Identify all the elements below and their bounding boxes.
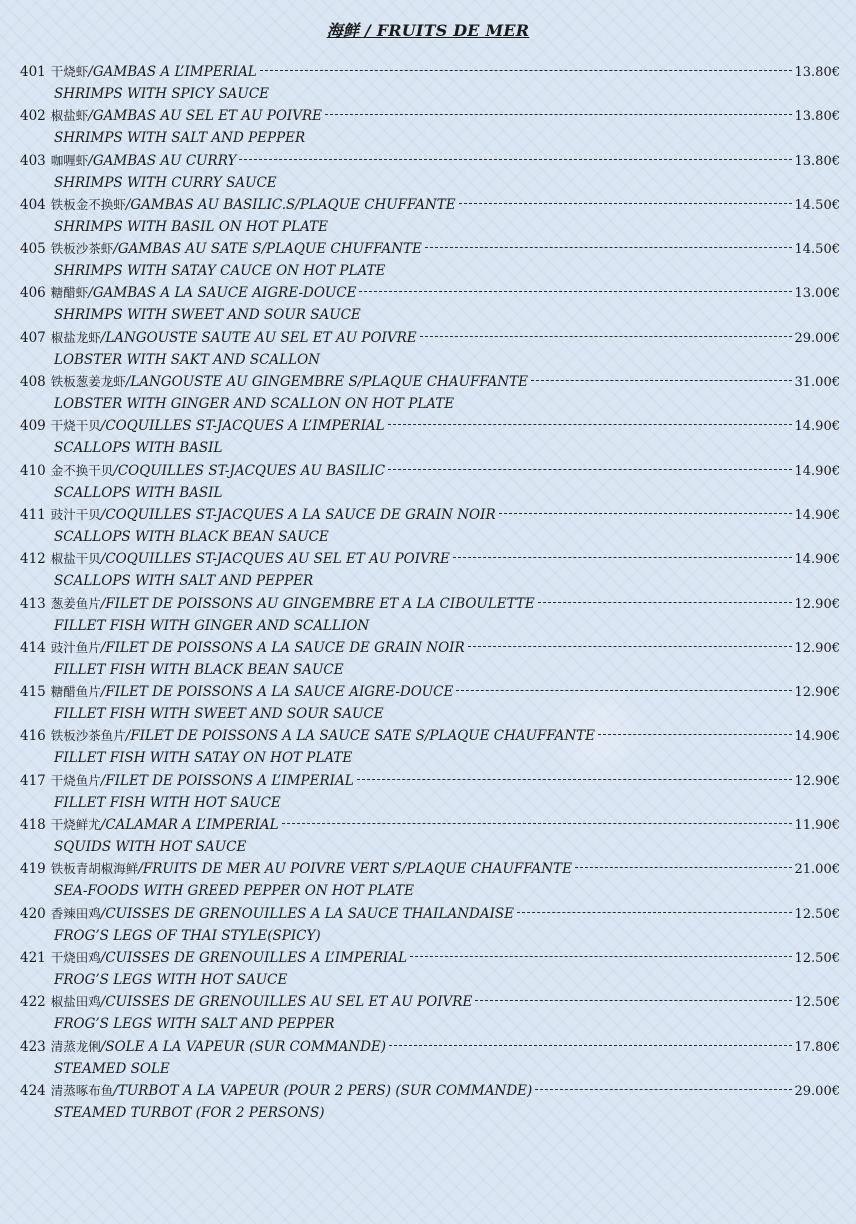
- item-price: 12.50€: [794, 950, 840, 966]
- item-number: 417: [20, 772, 46, 789]
- menu-item-line: [20, 593, 840, 615]
- item-number: 408: [20, 374, 46, 391]
- menu-item: [20, 371, 840, 415]
- page-title: 海鲜 / FRUITS DE MER: [326, 21, 530, 40]
- menu-item: [20, 1080, 840, 1124]
- item-english-name: LOBSTER WITH GINGER AND SCALLON ON HOT PLATE: [54, 396, 455, 413]
- menu-item-line: [20, 460, 840, 482]
- item-english-name: STEAMED TURBOT (FOR 2 PERSONS): [54, 1104, 325, 1121]
- item-price: 14.90€: [794, 463, 840, 479]
- dotted-leader: [453, 557, 792, 558]
- item-number: 402: [20, 108, 46, 125]
- item-french-name: /GAMBAS A L’IMPERIAL: [88, 64, 257, 80]
- item-number: 423: [20, 1038, 46, 1055]
- item-price: 12.50€: [794, 906, 840, 922]
- item-number: 405: [20, 241, 46, 258]
- dotted-leader: [389, 1045, 791, 1046]
- item-french-name: /CUISSES DE GRENOUILLES A LA SAUCE THAILANDAISE: [100, 905, 515, 922]
- item-english-name: SHRIMPS WITH SALT AND PEPPER: [54, 130, 306, 147]
- item-english-name: FROG’S LEGS OF THAI STYLE(SPICY): [54, 927, 321, 944]
- item-chinese-name: 豉汁干贝: [50, 506, 101, 522]
- dotted-leader: [538, 602, 792, 603]
- item-english-name: FILLET FISH WITH BLACK BEAN SAUCE: [54, 661, 344, 678]
- item-english-name: FILLET FISH WITH SWEET AND SOUR SAUCE: [54, 706, 384, 723]
- item-chinese-name: 干烧鲜尤: [50, 817, 101, 833]
- item-number: 410: [20, 462, 46, 479]
- item-chinese-name: 干烧干贝: [50, 418, 101, 434]
- item-price: 17.80€: [794, 1039, 840, 1055]
- menu-item-line: [20, 282, 840, 304]
- item-french-name: /CUISSES DE GRENOUILLES AU SEL ET AU POIVRE: [100, 994, 473, 1011]
- menu-item-line: [20, 903, 840, 925]
- menu-item-line: [20, 371, 840, 393]
- menu-item: [20, 504, 840, 548]
- item-french-name: /COQUILLES ST-JACQUES AU BASILIC: [113, 462, 386, 479]
- menu-item: [20, 637, 840, 681]
- menu-item-line: [20, 504, 840, 526]
- item-number: 420: [20, 905, 46, 922]
- dotted-leader: [425, 247, 792, 248]
- menu-item: [20, 991, 840, 1035]
- menu-item: [20, 327, 840, 371]
- item-price: 14.50€: [794, 197, 840, 213]
- menu-item-line: [20, 105, 840, 127]
- item-english-name: SHRIMPS WITH SWEET AND SOUR SAUCE: [54, 307, 361, 324]
- item-french-name: /FILET DE POISSONS AU GINGEMBRE ET A LA CIBOULETTE: [100, 595, 535, 612]
- item-english-name: LOBSTER WITH SAKT AND SCALLON: [54, 351, 320, 368]
- menu-item: [20, 770, 840, 814]
- menu-item: [20, 725, 840, 769]
- item-price: 13.00€: [794, 286, 840, 302]
- item-chinese-name: 咖喱虾: [50, 152, 89, 168]
- item-english-name: SCALLOPS WITH SALT AND PEPPER: [54, 573, 314, 590]
- item-english-name: FROG’S LEGS WITH HOT SAUCE: [54, 971, 288, 988]
- item-french-name: /GAMBAS AU CURRY: [88, 152, 237, 169]
- item-price: 12.90€: [794, 596, 840, 612]
- menu-item-line: [20, 991, 840, 1013]
- item-english-name: SEA-FOODS WITH GREED PEPPER ON HOT PLATE: [54, 883, 414, 900]
- item-number: 406: [20, 285, 46, 302]
- menu-item-line: [20, 327, 840, 349]
- menu-item: [20, 238, 840, 282]
- item-chinese-name: 金不换干贝: [50, 462, 114, 478]
- item-chinese-name: 铁板葱姜龙虾: [50, 374, 126, 390]
- item-chinese-name: 清蒸龙俐: [50, 1038, 101, 1054]
- item-price: 13.80€: [794, 65, 840, 80]
- item-price: 11.90€: [794, 818, 840, 834]
- item-number: 422: [20, 994, 46, 1011]
- menu-item-line: [20, 770, 840, 792]
- dotted-leader: [359, 291, 791, 292]
- item-number: 404: [20, 196, 46, 213]
- dotted-leader: [468, 646, 792, 647]
- item-french-name: /GAMBAS AU SEL ET AU POIVRE: [88, 108, 323, 125]
- item-english-name: SCALLOPS WITH BASIL: [54, 440, 223, 457]
- dotted-leader: [282, 823, 792, 824]
- dotted-leader: [260, 70, 792, 71]
- menu-item-line: [20, 947, 840, 969]
- menu-item-line: [20, 637, 840, 659]
- dotted-leader: [475, 1000, 791, 1001]
- item-french-name: /SOLE A LA VAPEUR (SUR COMMANDE): [100, 1038, 387, 1055]
- menu-item-line: [20, 681, 840, 703]
- item-chinese-name: 香辣田鸡: [50, 905, 101, 921]
- menu-item-line: [20, 238, 840, 260]
- dotted-leader: [535, 1089, 791, 1090]
- menu-item: [20, 61, 840, 105]
- item-french-name: /COQUILLES ST-JACQUES AU SEL ET AU POIVRE: [100, 551, 450, 568]
- item-chinese-name: 椒盐干贝: [50, 551, 101, 567]
- menu-item-line: [20, 548, 840, 570]
- menu-item: [20, 150, 840, 194]
- item-french-name: /FILET DE POISSONS A L’IMPERIAL: [100, 772, 354, 789]
- item-french-name: /LANGOUSTE SAUTE AU SEL ET AU POIVRE: [100, 329, 417, 346]
- item-number: 413: [20, 595, 46, 612]
- item-english-name: SCALLOPS WITH BLACK BEAN SAUCE: [54, 528, 329, 545]
- menu-item-line: [20, 725, 840, 747]
- item-price: 29.00€: [794, 330, 840, 346]
- item-number: 424: [20, 1082, 46, 1099]
- menu-item-line: [20, 194, 840, 216]
- menu-item: [20, 814, 840, 858]
- menu-item: [20, 548, 840, 592]
- item-number: 401: [20, 64, 46, 80]
- item-chinese-name: 椒盐龙虾: [50, 329, 101, 345]
- dotted-leader: [531, 380, 792, 381]
- item-english-name: SHRIMPS WITH SATAY CAUCE ON HOT PLATE: [54, 263, 386, 280]
- item-price: 14.90€: [794, 507, 840, 523]
- item-chinese-name: 糖醋鱼片: [50, 684, 101, 700]
- item-price: 14.90€: [794, 552, 840, 568]
- item-french-name: /FRUITS DE MER AU POIVRE VERT S/PLAQUE CHAUFFANTE: [138, 861, 572, 878]
- item-chinese-name: 干烧田鸡: [50, 949, 101, 965]
- dotted-leader: [410, 956, 791, 957]
- menu-item-line: [20, 150, 840, 172]
- menu-item: [20, 903, 840, 947]
- menu-item: [20, 282, 840, 326]
- menu-item: [20, 460, 840, 504]
- dotted-leader: [456, 690, 791, 691]
- item-english-name: FILLET FISH WITH HOT SAUCE: [54, 794, 281, 811]
- dotted-leader: [388, 424, 792, 425]
- item-chinese-name: 椒盐虾: [50, 108, 89, 124]
- item-price: 14.90€: [794, 419, 840, 435]
- item-price: 13.80€: [794, 153, 840, 169]
- menu-item: [20, 105, 840, 149]
- item-english-name: SHRIMPS WITH CURRY SAUCE: [54, 174, 277, 191]
- item-number: 418: [20, 817, 46, 834]
- dotted-leader: [459, 203, 792, 204]
- dotted-leader: [239, 159, 791, 160]
- item-french-name: /FILET DE POISSONS A LA SAUCE DE GRAIN NOIR: [100, 639, 465, 656]
- dotted-leader: [575, 867, 792, 868]
- item-chinese-name: 豉汁鱼片: [50, 639, 101, 655]
- menu-item: [20, 681, 840, 725]
- item-number: 407: [20, 329, 46, 346]
- item-french-name: /LANGOUSTE AU GINGEMBRE S/PLAQUE CHAUFFANTE: [125, 374, 528, 391]
- item-price: 13.80€: [794, 109, 840, 125]
- item-number: 403: [20, 152, 46, 169]
- item-price: 12.50€: [794, 995, 840, 1011]
- item-french-name: /TURBOT A LA VAPEUR (POUR 2 PERS) (SUR COMMANDE): [113, 1082, 533, 1099]
- item-chinese-name: 葱姜鱼片: [50, 595, 101, 611]
- menu-item: [20, 858, 840, 902]
- dotted-leader: [357, 779, 792, 780]
- dotted-leader: [325, 114, 791, 115]
- item-french-name: /GAMBAS AU BASILIC.S/PLAQUE CHUFFANTE: [125, 196, 456, 213]
- item-price: 31.00€: [794, 375, 840, 391]
- item-english-name: FILLET FISH WITH GINGER AND SCALLION: [54, 617, 370, 634]
- item-number: 419: [20, 861, 46, 878]
- dotted-leader: [517, 912, 791, 913]
- menu-item: [20, 194, 840, 238]
- item-english-name: FROG’S LEGS WITH SALT AND PEPPER: [54, 1016, 335, 1033]
- menu-item: [20, 415, 840, 459]
- item-price: 12.90€: [794, 773, 840, 789]
- item-chinese-name: 干烧鱼片: [50, 772, 101, 788]
- menu-item-line: [20, 61, 840, 83]
- item-english-name: SHRIMPS WITH BASIL ON HOT PLATE: [54, 218, 328, 235]
- menu-item-line: [20, 858, 840, 880]
- item-english-name: STEAMED SOLE: [54, 1060, 170, 1077]
- item-chinese-name: 铁板青胡椒海鲜: [50, 861, 139, 877]
- menu-item: [20, 947, 840, 991]
- item-french-name: /CALAMAR A L’IMPERIAL: [100, 817, 279, 834]
- item-french-name: /FILET DE POISSONS A LA SAUCE AIGRE-DOUCE: [100, 684, 454, 701]
- item-price: 29.00€: [794, 1083, 840, 1099]
- item-price: 12.90€: [794, 685, 840, 701]
- menu-item-line: [20, 415, 840, 437]
- item-french-name: /COQUILLES ST-JACQUES A LA SAUCE DE GRAIN NOIR: [100, 506, 496, 523]
- menu-item-line: [20, 814, 840, 836]
- item-chinese-name: 清蒸啄布鱼: [50, 1082, 114, 1098]
- item-french-name: /CUISSES DE GRENOUILLES A L’IMPERIAL: [100, 949, 408, 966]
- item-english-name: SCALLOPS WITH BASIL: [54, 484, 223, 501]
- item-number: 415: [20, 684, 46, 701]
- item-number: 421: [20, 949, 46, 966]
- item-number: 411: [20, 506, 46, 523]
- item-number: 409: [20, 418, 46, 435]
- menu-item: [20, 593, 840, 637]
- dotted-leader: [388, 469, 791, 470]
- item-number: 414: [20, 639, 46, 656]
- item-chinese-name: 干烧虾: [50, 64, 89, 79]
- item-french-name: /GAMBAS A LA SAUCE AIGRE-DOUCE: [88, 285, 357, 302]
- item-price: 14.90€: [794, 729, 840, 745]
- item-number: 416: [20, 728, 46, 745]
- item-chinese-name: 铁板沙茶虾: [50, 241, 114, 257]
- item-english-name: SQUIDS WITH HOT SAUCE: [54, 839, 247, 856]
- dotted-leader: [420, 336, 792, 337]
- item-chinese-name: 铁板沙茶鱼片: [50, 728, 126, 744]
- item-chinese-name: 铁板金不换虾: [50, 196, 126, 212]
- item-price: 14.50€: [794, 242, 840, 258]
- item-french-name: /COQUILLES ST-JACQUES A L’IMPERIAL: [100, 418, 385, 435]
- menu-item-line: [20, 1080, 840, 1102]
- item-price: 21.00€: [794, 862, 840, 878]
- menu-item: [20, 1036, 840, 1080]
- item-english-name: SHRIMPS WITH SPICY SAUCE: [54, 86, 269, 102]
- item-price: 12.90€: [794, 640, 840, 656]
- menu-list: [20, 61, 840, 1124]
- dotted-leader: [598, 734, 792, 735]
- item-french-name: /GAMBAS AU SATE S/PLAQUE CHUFFANTE: [113, 241, 422, 258]
- item-chinese-name: 椒盐田鸡: [50, 994, 101, 1010]
- item-chinese-name: 糖醋虾: [50, 285, 89, 301]
- item-french-name: /FILET DE POISSONS A LA SAUCE SATE S/PLAQUE CHAUFFANTE: [125, 728, 595, 745]
- item-english-name: FILLET FISH WITH SATAY ON HOT PLATE: [54, 750, 353, 767]
- item-number: 412: [20, 551, 46, 568]
- dotted-leader: [499, 513, 792, 514]
- menu-item-line: [20, 1036, 840, 1058]
